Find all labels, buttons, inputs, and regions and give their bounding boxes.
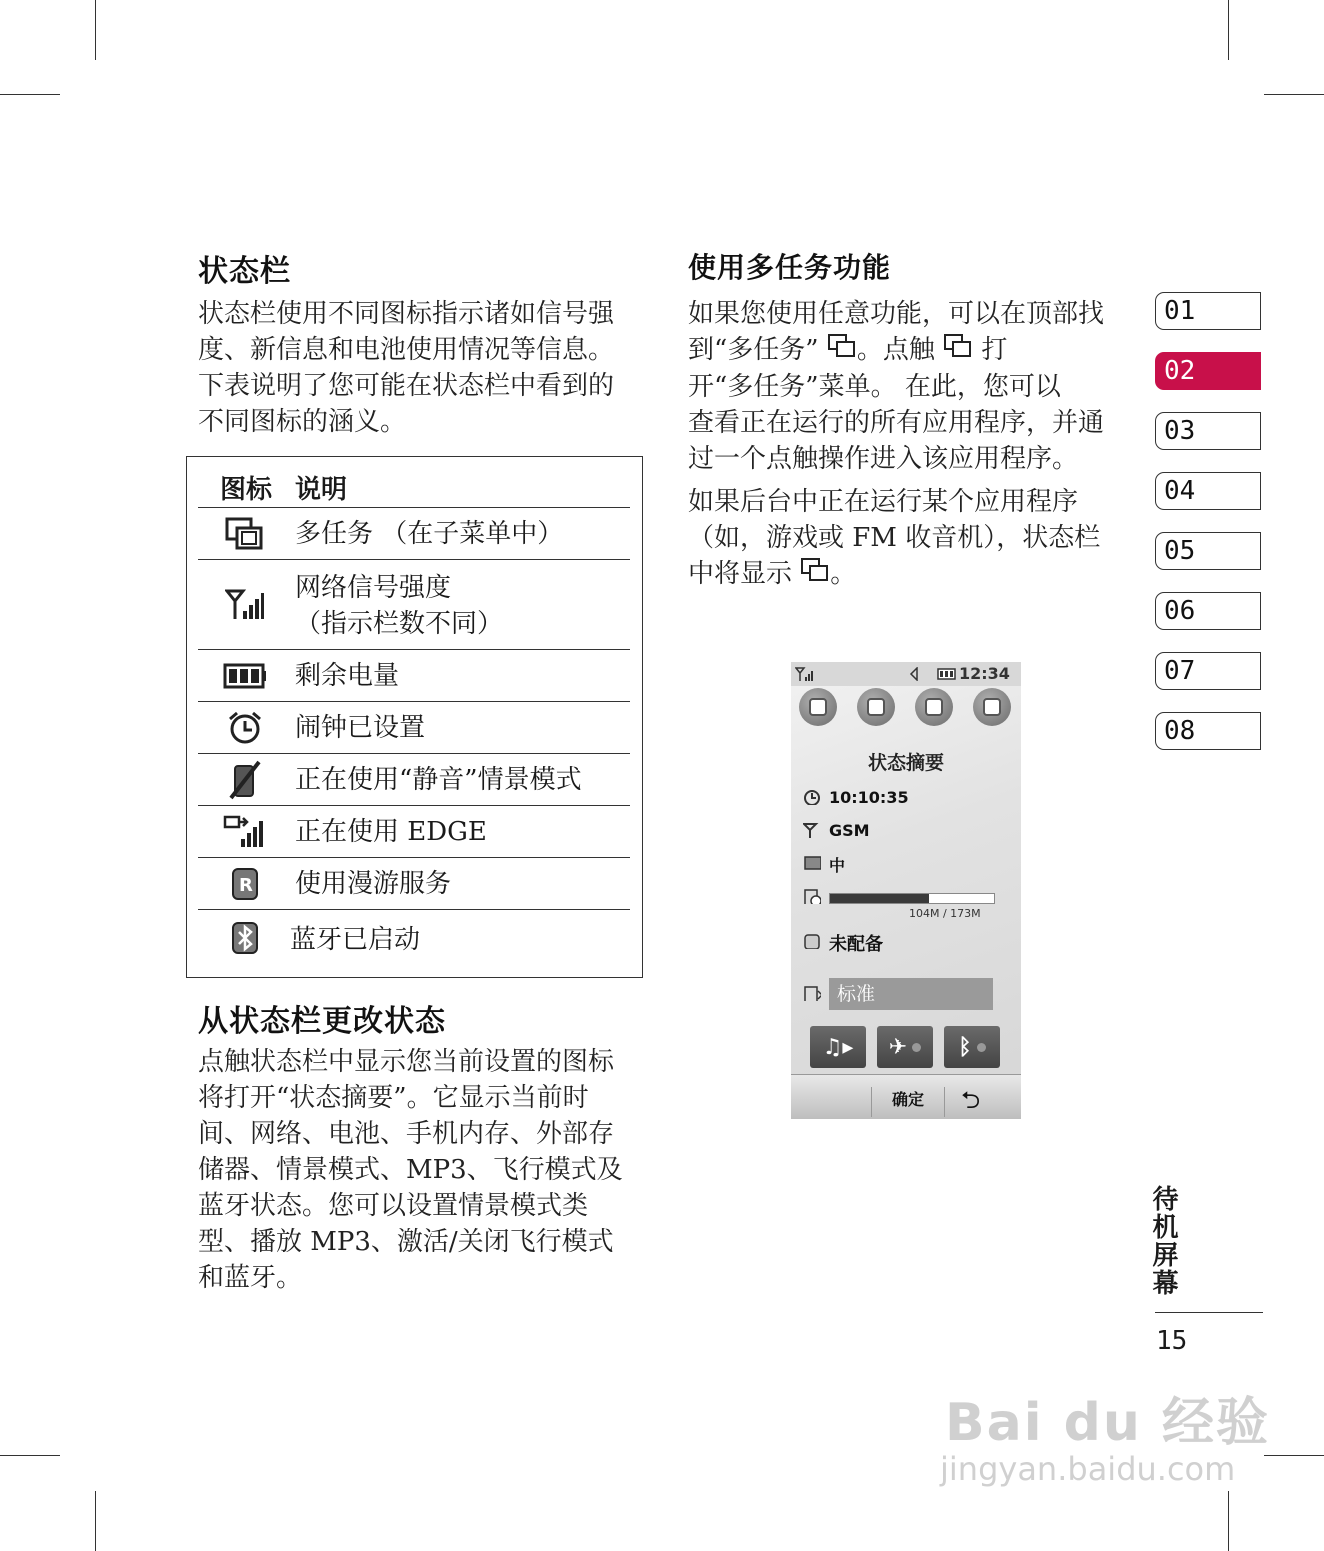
external-memory-value: 未配备 xyxy=(829,934,883,955)
status-clock: 12:34 xyxy=(959,664,1010,683)
text-span: 到“多任务” xyxy=(688,335,827,365)
multitask-icon xyxy=(800,557,830,593)
text-line: 状态栏使用不同图标指示诸如信号强 xyxy=(198,299,615,329)
table-row xyxy=(198,857,630,910)
crop-mark xyxy=(0,94,60,95)
text-line: 蓝牙状态。您可以设置情景模式类 xyxy=(198,1191,589,1221)
chapter-tab-08[interactable]: 08 xyxy=(1155,712,1261,750)
time-value: 10:10:35 xyxy=(829,788,909,807)
text-line: （如，游戏或 FM 收音机），状态栏 xyxy=(688,523,1101,553)
crop-mark xyxy=(1228,1491,1229,1551)
table-header-desc: 说明 xyxy=(295,475,348,505)
text-span: 。 xyxy=(830,559,857,589)
memory-icon xyxy=(803,888,821,904)
network-value: GSM xyxy=(829,821,870,840)
multitask-icon xyxy=(943,333,973,369)
softkey-bar xyxy=(791,1074,1021,1119)
page-number-rule xyxy=(1155,1312,1263,1313)
crop-mark xyxy=(0,1455,60,1456)
text-line: 间、网络、电池、手机内存、外部存 xyxy=(198,1119,615,1149)
memory-progress-bar xyxy=(829,893,995,904)
profile-selector[interactable]: 标准 xyxy=(829,978,993,1010)
text-line: （指示栏数不同） xyxy=(295,609,504,639)
table-row xyxy=(198,701,630,754)
text-line: 如果后台中正在运行某个应用程序 xyxy=(688,487,1079,517)
multitask-icon xyxy=(827,333,857,369)
background-app-text xyxy=(688,484,1143,593)
clock-icon xyxy=(803,789,821,805)
text-line xyxy=(688,332,1143,369)
text-line: 将打开“状态摘要”。它显示当前时 xyxy=(198,1083,589,1113)
section-heading-change-status: 从状态栏更改状态 xyxy=(198,1004,446,1039)
bluetooth-icon xyxy=(220,920,270,956)
back-icon[interactable]: ⮌ xyxy=(961,1086,981,1114)
text-line: 过一个点触操作进入该应用程序。 xyxy=(688,444,1079,474)
row-desc: 蓝牙已启动 xyxy=(290,925,421,955)
icon-table xyxy=(186,456,643,978)
status-bar-intro xyxy=(198,296,653,440)
text-line: 和蓝牙。 xyxy=(198,1263,303,1293)
row-desc: 正在使用 EDGE xyxy=(295,817,487,847)
status-summary-title: 状态摘要 xyxy=(867,752,944,774)
table-row xyxy=(198,753,630,806)
chapter-tab-04[interactable]: 04 xyxy=(1155,472,1261,510)
home-icon xyxy=(983,698,1001,716)
text-line: 查看正在运行的所有应用程序，并通 xyxy=(688,408,1105,438)
text-span: 中将显示 xyxy=(688,559,801,589)
text-span: 打 xyxy=(973,335,1008,365)
phone-icon xyxy=(867,698,885,716)
battery-value: 中 xyxy=(829,856,846,875)
table-row xyxy=(198,909,630,970)
text-line: 如果您使用任意功能，可以在顶部找 xyxy=(688,299,1105,329)
text-line: 度、新信息和电池使用情况等信息。 xyxy=(198,335,615,365)
multitask-text xyxy=(688,296,1143,477)
text-line: 点触状态栏中显示您当前设置的图标 xyxy=(198,1047,615,1077)
row-desc: 剩余电量 xyxy=(295,661,400,691)
speaker-icon xyxy=(909,667,919,681)
home-button[interactable] xyxy=(973,688,1011,726)
chapter-tab-02[interactable]: 02 xyxy=(1155,352,1261,390)
watermark-url: jingyan.baidu.com xyxy=(940,1450,1236,1488)
profile-icon xyxy=(803,985,821,1001)
watermark-brand: Bai du 经验 xyxy=(945,1393,1270,1453)
crop-mark xyxy=(95,0,96,60)
text-line: 不同图标的涵义。 xyxy=(198,407,407,437)
text-line: 网络信号强度 xyxy=(295,573,452,603)
svg-text:R: R xyxy=(239,875,253,896)
ok-button[interactable]: 确定 xyxy=(871,1087,945,1117)
page-number: 15 xyxy=(1156,1326,1188,1356)
row-desc: 多任务 （在子菜单中） xyxy=(295,519,564,549)
toggle-indicator xyxy=(977,1043,986,1052)
bluetooth-icon: ᛒ xyxy=(958,1034,972,1060)
multitask-icon xyxy=(220,516,270,552)
text-line: 储器、情景模式、MP3、飞行模式及 xyxy=(198,1155,623,1185)
messaging-button[interactable] xyxy=(915,688,953,726)
music-note-icon: ♫▸ xyxy=(822,1034,854,1060)
row-desc xyxy=(295,570,503,642)
row-desc: 使用漫游服务 xyxy=(295,869,452,899)
signal-icon xyxy=(795,666,817,682)
mp3-toggle-button[interactable] xyxy=(810,1026,866,1068)
bluetooth-toggle-button[interactable] xyxy=(944,1026,1000,1068)
text-line: 下表说明了您可能在状态栏中看到的 xyxy=(198,371,615,401)
signal-icon xyxy=(220,584,270,624)
table-row xyxy=(198,507,630,560)
memory-usage-text: 104M / 173M xyxy=(909,907,981,920)
battery-icon xyxy=(803,855,821,871)
roaming-icon xyxy=(220,866,270,902)
chapter-tab-05[interactable]: 05 xyxy=(1155,532,1261,570)
text-span: 。点触 xyxy=(856,335,944,365)
table-header-icon: 图标 xyxy=(220,475,273,505)
battery-icon xyxy=(937,668,957,680)
section-label: 待机屏幕 xyxy=(1148,1185,1178,1297)
edge-icon xyxy=(220,814,270,850)
section-heading-status-bar: 状态栏 xyxy=(198,254,291,289)
memory-progress-fill xyxy=(830,894,929,903)
toggle-indicator xyxy=(912,1043,921,1052)
multitask-button[interactable] xyxy=(799,688,837,726)
row-desc: 闹钟已设置 xyxy=(295,713,426,743)
text-line: 型、播放 MP3、激活/关闭飞行模式 xyxy=(198,1227,614,1257)
section-heading-multitask: 使用多任务功能 xyxy=(688,251,892,284)
network-icon xyxy=(803,822,821,838)
airplane-icon: ✈ xyxy=(888,1034,908,1060)
alarm-icon xyxy=(220,710,270,746)
table-row xyxy=(198,805,630,858)
chapter-tab-01[interactable]: 01 xyxy=(1155,292,1261,330)
crop-mark xyxy=(1264,94,1324,95)
external-memory-icon xyxy=(803,933,821,949)
chapter-tab-06[interactable]: 06 xyxy=(1155,592,1261,630)
phone-status-summary-screen xyxy=(791,662,1021,1119)
silent-icon xyxy=(220,760,270,800)
crop-mark xyxy=(1264,1455,1324,1456)
envelope-icon xyxy=(925,698,943,716)
table-row xyxy=(198,649,630,702)
phone-call-button[interactable] xyxy=(857,688,895,726)
crop-mark xyxy=(95,1491,96,1551)
change-status-text xyxy=(198,1044,653,1296)
text-line: 开“多任务”菜单。 在此，您可以 xyxy=(688,372,1061,402)
chapter-tab-03[interactable]: 03 xyxy=(1155,412,1261,450)
multitask-icon xyxy=(809,698,827,716)
flight-mode-toggle-button[interactable] xyxy=(877,1026,933,1068)
text-line xyxy=(688,556,1143,593)
row-desc: 正在使用“静音”情景模式 xyxy=(295,765,582,795)
table-row xyxy=(198,559,630,650)
phone-status-bar[interactable] xyxy=(791,662,1021,686)
crop-mark xyxy=(1228,0,1229,60)
battery-icon xyxy=(220,660,270,692)
chapter-tab-07[interactable]: 07 xyxy=(1155,652,1261,690)
